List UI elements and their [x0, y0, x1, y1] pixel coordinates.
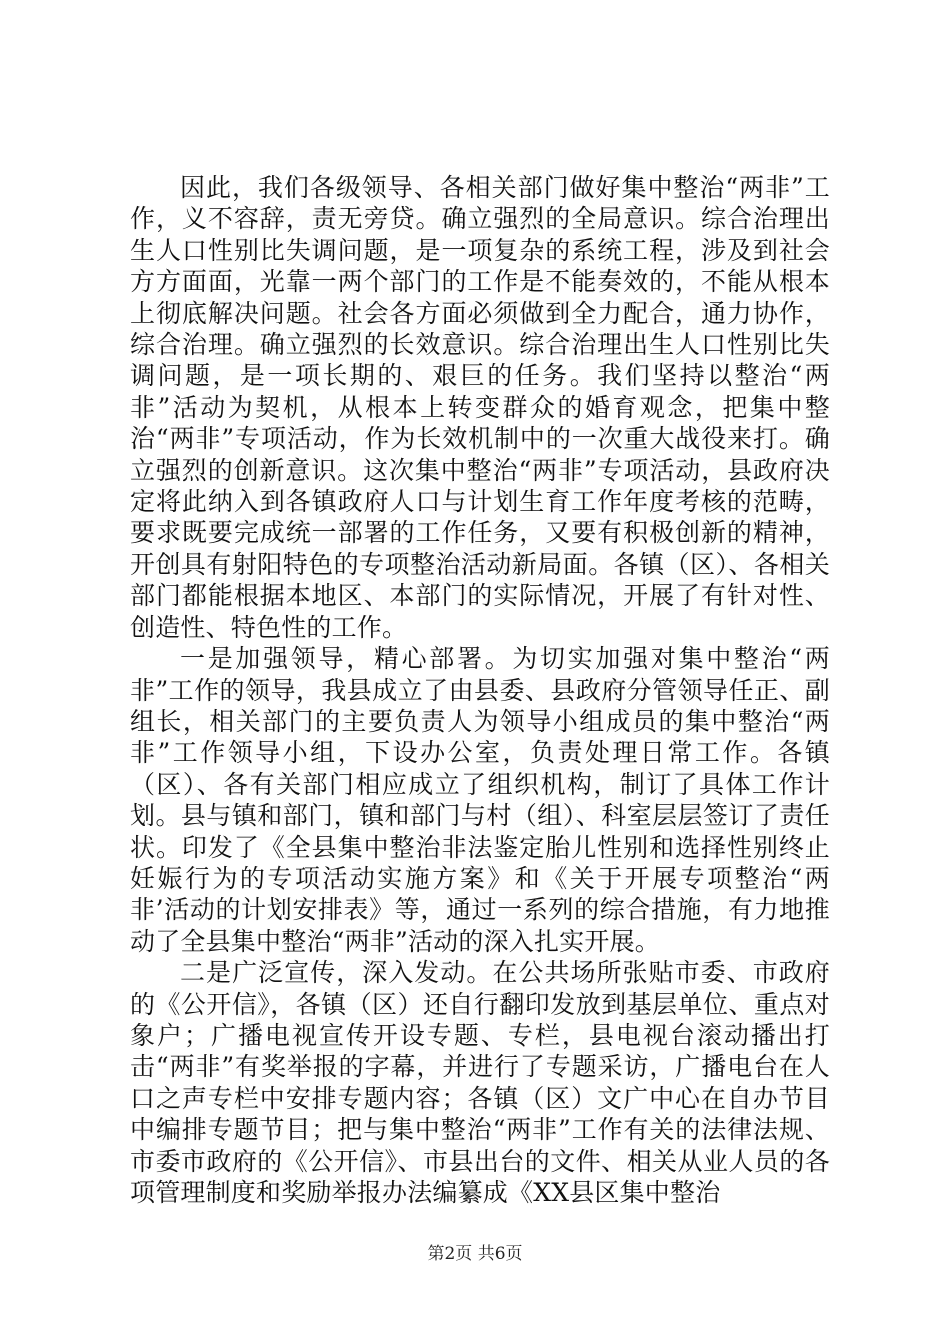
paragraph-2: 一是加强领导，精心部署。为切实加强对集中整治“两非”工作的领导，我县成立了由县委、县政府分管领导任正、副组长，相关部门的主要负责人为领导小组成员的集中整治“两非”工作领导小组，下设办公室，负责处理日常工作。各镇（区）、各有关部门相应成立了组织机构，制订了具体工作计划。县与镇和部门，镇和部门与村（组）、科室层层签订了责任状。印发了《全县集中整治非法鉴定胎儿性别和选择性别终止妊娠行为的专项活动实施方案》和《关于开展专项整治“两非’活动的计划安排表》等，通过一系列的综合措施，有力地推动了全县集中整治“两非”活动的深入扎实开展。	[130, 644, 830, 956]
paragraph-1: 因此，我们各级领导、各相关部门做好集中整治“两非”工作，义不容辞，责无旁贷。确立强烈的全局意识。综合治理出生人口性别比失调问题，是一项复杂的系统工程，涉及到社会方方面面，光靠一两个部门的工作是不能奏效的，不能从根本上彻底解决问题。社会各方面必须做到全力配合，通力协作，综合治理。确立强烈的长效意识。综合治理出生人口性别比失调问题，是一项长期的、艰巨的任务。我们坚持以整治“两非”活动为契机，从根本上转变群众的婚育观念，把集中整治“两非”专项活动，作为长效机制中的一次重大战役来打。确立强烈的创新意识。这次集中整治“两非”专项活动，县政府决定将此纳入到各镇政府人口与计划生育工作年度考核的范畴，要求既要完成统一部署的工作任务，又要有积极创新的精神，开创具有射阳特色的专项整治活动新局面。各镇（区）、各相关部门都能根据本地区、本部门的实际情况，开展了有针对性、创造性、特色性的工作。	[130, 173, 830, 642]
page-footer: 第2页 共6页	[427, 1244, 523, 1264]
document-body	[130, 172, 830, 1208]
paragraph-3: 二是广泛宣传，深入发动。在公共场所张贴市委、市政府的《公开信》，各镇（区）还自行翻印发放到基层单位、重点对象户；广播电视宣传开设专题、专栏，县电视台滚动播出打击“两非”有奖举报的字幕，并进行了专题采访，广播电台在人口之声专栏中安排专题内容；各镇（区）文广中心在自办节目中编排专题节目；把与集中整治“两非”工作有关的法律法规、市委市政府的《公开信》、市县出台的文件、相关从业人员的各项管理制度和奖励举报办法编纂成《XX县区集中整治	[130, 958, 830, 1207]
